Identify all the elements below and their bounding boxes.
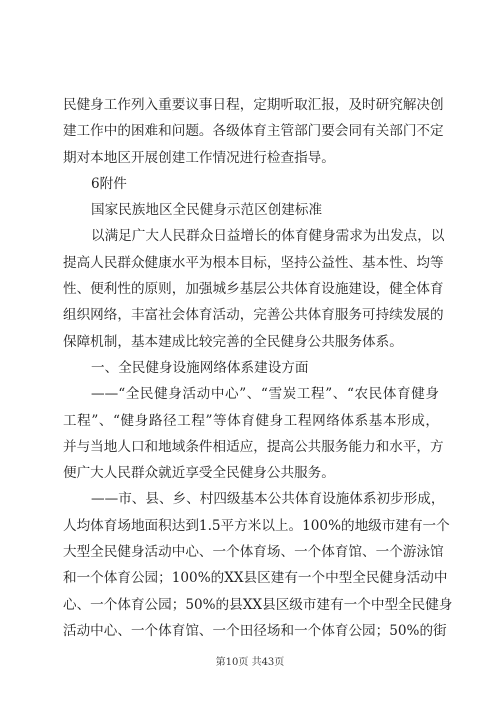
text-line: 期对本地区开展创建工作情况进行检查指导。 — [63, 149, 335, 166]
text-line: 性、便利性的原则，加强城乡基层公共体育设施建设，健全体育 — [63, 281, 444, 298]
text-line: ——“全民健身活动中心”、“雪炭工程”、“农民体育健身 — [91, 386, 439, 403]
text-line: 便广大人民群众就近享受全民健身公共服务。 — [63, 465, 335, 482]
page-footer: 第10页 共43页 — [215, 657, 285, 668]
attachment-label: 6附件 — [91, 175, 127, 192]
text-line: 民健身工作列入重要议事日程，定期听取汇报，及时研究解决创 — [63, 97, 444, 113]
text-line: 心、一个体育公园；50%的县XX县区级市建有一个中型全民健身 — [63, 596, 453, 613]
text-line: 和一个体育公园；100%的XX县区建有一个中型全民健身活动中 — [63, 570, 448, 587]
text-line: 提高人民群众健康水平为根本目标，坚持公益性、基本性、均等 — [63, 254, 444, 271]
text-line: 活动中心、一个体育馆、一个田径场和一个体育公园；50%的街 — [63, 622, 447, 639]
text-line: 并与当地人口和地域条件相适应，提高公共服务能力和水平，方 — [63, 438, 444, 455]
text-line: 以满足广大人民群众日益增长的体育健身需求为出发点，以 — [91, 228, 445, 245]
text-line: 保障机制，基本建成比较完善的全民健身公共服务体系。 — [63, 333, 403, 350]
text-line: ——市、县、乡、村四级基本公共体育设施体系初步形成， — [91, 491, 445, 508]
text-line: 建工作中的困难和问题。各级体育主管部门要会同有关部门不定 — [63, 123, 444, 140]
text-line: 大型全民健身活动中心、一个体育场、一个体育馆、一个游泳馆 — [63, 544, 444, 561]
text-line: 人均体育场地面积达到1.5平方米以上。100%的地级市建有一个 — [63, 517, 450, 534]
text-line: 工程”、“健身路径工程”等体育健身工程网络体系基本形成， — [63, 412, 439, 429]
subsection-heading: 一、全民健身设施网络体系建设方面 — [91, 359, 309, 376]
text-line: 组织网络，丰富社会体育活动，完善公共体育服务可持续发展的 — [63, 307, 444, 324]
document-body — [63, 92, 453, 644]
section-heading: 国家民族地区全民健身示范区创建标准 — [91, 202, 323, 219]
